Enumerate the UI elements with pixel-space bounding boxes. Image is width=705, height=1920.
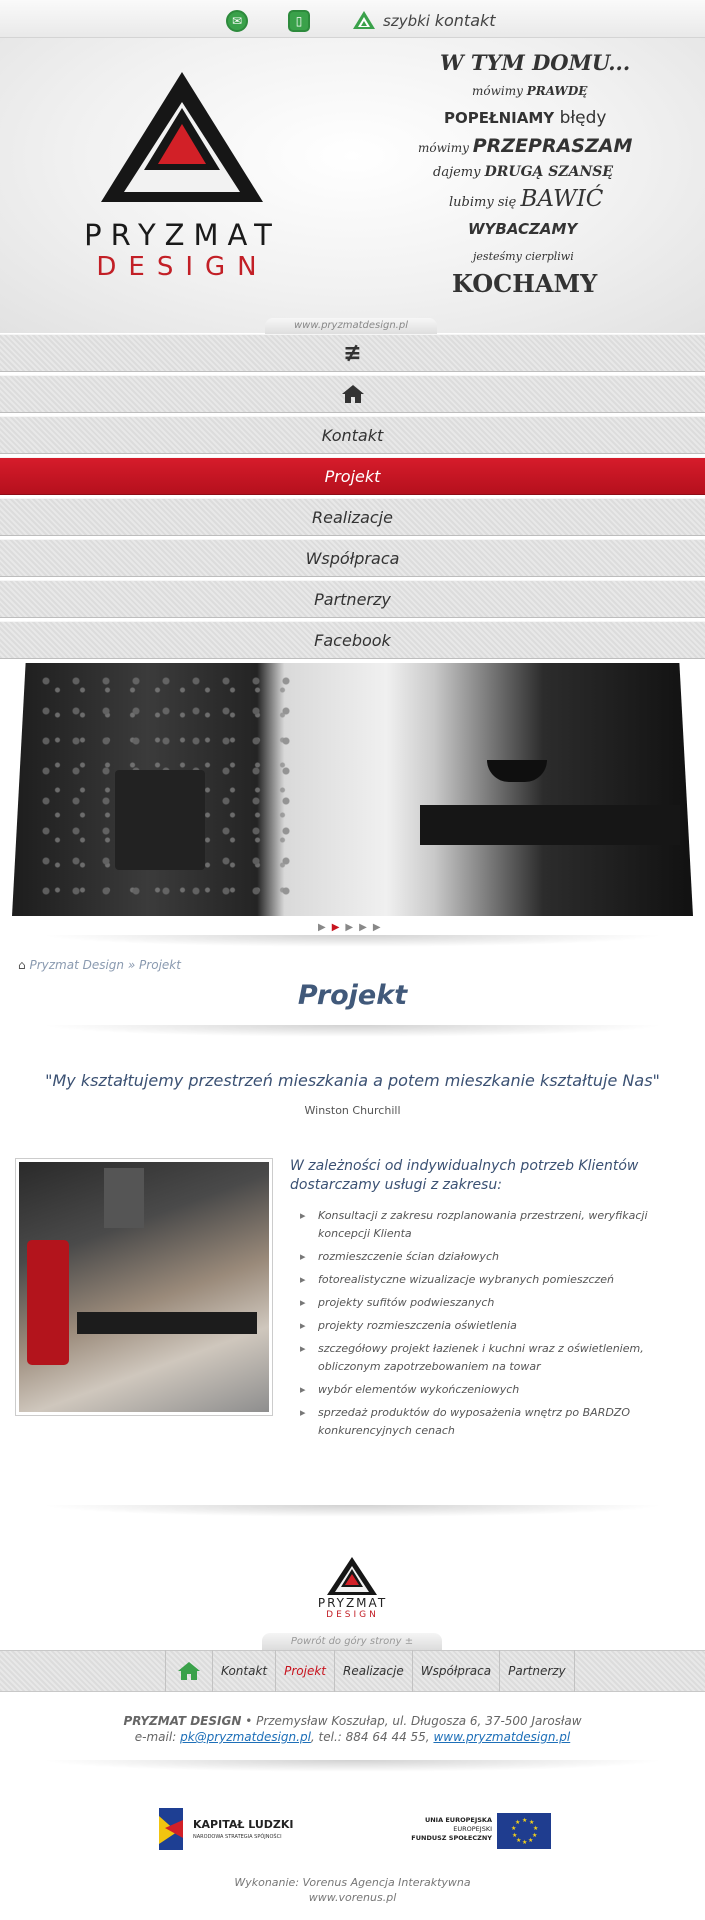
services-list [300, 1207, 695, 1445]
back-to-top-button[interactable] [262, 1633, 442, 1650]
credit-url[interactable]: www.vorenus.pl [308, 1891, 397, 1904]
divider-shadow [40, 1760, 665, 1772]
page-title: Projekt [297, 980, 408, 1011]
service-item: ▸ projekty rozmieszczenia oświetlenia [300, 1317, 695, 1335]
menu-item-wspolpraca[interactable]: Współpraca [0, 539, 705, 577]
svg-text:★: ★ [533, 1825, 539, 1832]
cloud-line: dajemy DRUGĄ SZANSĘ [433, 164, 614, 180]
credits [0, 1875, 705, 1905]
svg-text:★: ★ [522, 1839, 528, 1846]
eu-line-1: UNIA EUROPEJSKA [424, 1816, 492, 1824]
credit-agency[interactable]: Wykonanie: Vorenus Agencja Interaktywna [234, 1876, 471, 1889]
footer-address [0, 1713, 705, 1745]
eu-line-2: EUROPEJSKI [453, 1825, 492, 1833]
footer-logo-pryzmat: PRYZMAT [317, 1596, 388, 1610]
quote-author: Winston Churchill [304, 1104, 401, 1117]
footer-nav-home[interactable] [165, 1650, 212, 1692]
kitchen-photo [15, 1158, 273, 1416]
values-word-cloud [0, 0, 705, 333]
divider-shadow [40, 1025, 665, 1037]
divider-shadow [40, 1505, 665, 1517]
footer-logo-mark[interactable] [326, 1556, 378, 1596]
eu-text [410, 1816, 492, 1843]
footer-phone: , tel.: 884 64 44 55, [310, 1730, 430, 1744]
footer-email-label: e-mail: [134, 1730, 177, 1744]
logo-text-pryzmat: PRYZMAT [84, 218, 281, 252]
menu-home[interactable] [0, 375, 705, 413]
footer-nav-realizacje[interactable]: Realizacje [334, 1650, 412, 1692]
divider-shadow [40, 935, 665, 947]
service-item: ▸ projekty sufitów podwieszanych [300, 1294, 695, 1312]
footer-nav-kontakt[interactable]: Kontakt [212, 1650, 275, 1692]
slider-dot-active[interactable]: ▶ [331, 922, 340, 933]
footer-www-link[interactable]: www.pryzmatdesign.pl [433, 1730, 571, 1744]
slider-dot[interactable]: ▶ [318, 922, 326, 933]
quick-contact-prefix: szybki [383, 12, 430, 30]
slider-dot[interactable]: ▶ [359, 922, 367, 933]
cloud-line: KOCHAMY [452, 269, 598, 298]
eu-logo[interactable] [410, 1812, 550, 1852]
kapital-ludzki-subtitle: NARODOWA STRATEGIA SPÓJNOŚCI [193, 1834, 282, 1840]
envelope-icon[interactable]: ✉ [226, 10, 248, 32]
red-fridge [27, 1240, 69, 1365]
slider-controls [318, 922, 381, 933]
cloud-line: mówimy PRAWDĘ [472, 84, 588, 98]
footer-nav-partnerzy[interactable]: Partnerzy [499, 1650, 575, 1692]
svg-text:★: ★ [522, 1817, 528, 1824]
svg-text:★: ★ [529, 1819, 535, 1826]
svg-text:★: ★ [532, 1832, 538, 1839]
kapital-ludzki-title: KAPITAŁ LUDZKI [193, 1818, 294, 1831]
slider-dot[interactable]: ▶ [345, 922, 354, 933]
service-item: ▸ wybór elementów wykończeniowych [300, 1381, 695, 1399]
kapital-ludzki-mark [155, 1806, 187, 1852]
svg-text:★: ★ [511, 1825, 517, 1832]
cloud-line: WYBACZAMY [468, 220, 578, 238]
breadcrumb-text[interactable]: Pryzmat Design » Projekt [29, 958, 181, 972]
cloud-line: lubimy się BAWIĆ [449, 186, 604, 212]
footer-nav-projekt[interactable]: Projekt [275, 1650, 334, 1692]
eu-flag-icon [497, 1813, 551, 1849]
cloud-line: POPEŁNIAMY błędy [444, 108, 607, 128]
service-item: ▸ Konsultacji z zakresu rozplanowania przestrzeni, weryfikacji koncepcji Klienta [300, 1207, 695, 1243]
footer-address-text: • Przemysław Koszułap, ul. Długosza 6, 37-500 Jarosław [241, 1714, 582, 1728]
eu-line-3: FUNDUSZ SPOŁECZNY [411, 1834, 492, 1842]
services-intro: W zależności od indywidualnych potrzeb Klientów dostarczamy usługi z zakresu: [290, 1158, 639, 1193]
breadcrumb[interactable] [18, 958, 181, 972]
svg-text:★: ★ [515, 1819, 521, 1826]
cloud-line: W TYM DOMU... [440, 50, 631, 75]
phone-icon[interactable]: ▯ [288, 10, 310, 32]
range-hood [104, 1168, 144, 1228]
svg-text:★: ★ [512, 1832, 518, 1839]
cloud-line: jesteśmy cierpliwi [473, 250, 574, 263]
svg-text:★: ★ [528, 1837, 534, 1844]
slider-dot[interactable]: ▶ [372, 922, 381, 933]
menu-item-partnerzy[interactable]: Partnerzy [0, 580, 705, 618]
service-item: ▸ sprzedaż produktów do wyposażenia wnętrz po BARDZO konkurencyjnych cenach [300, 1404, 695, 1440]
svg-text:★: ★ [516, 1837, 522, 1844]
back-to-top-label: Powrót do góry strony [290, 1636, 402, 1647]
footer-email-link[interactable]: pk@pryzmatdesign.pl [180, 1730, 311, 1744]
quote-text: "My kształtujemy przestrzeń mieszkania a potem mieszkanie kształtuje Nas" [45, 1071, 660, 1090]
service-item: ▸ rozmieszczenie ścian działowych [300, 1248, 695, 1266]
service-item: ▸ szczegółowy projekt łazienek i kuchni wraz z oświetleniem, obliczonym zapotrzebowaniem na towar [300, 1340, 695, 1376]
logo-text-design: DESIGN [96, 252, 269, 282]
menu-toggle-icon[interactable]: ≢ [343, 340, 362, 366]
arrow-up-icon: ± [404, 1636, 414, 1647]
menu-toggle-bar[interactable] [0, 334, 705, 372]
footer-logo-design: DESIGN [326, 1610, 379, 1620]
kitchen-counter [77, 1312, 257, 1334]
footer-nav [165, 1650, 575, 1692]
service-item: ▸ fotorealistyczne wizualizacje wybranych pomieszczeń [300, 1271, 695, 1289]
menu-item-projekt[interactable]: Projekt [0, 457, 705, 495]
slider-towel [115, 770, 205, 870]
quick-contact-word: kontakt [434, 11, 496, 30]
menu-item-kontakt[interactable]: Kontakt [0, 416, 705, 454]
cloud-line: mówimy PRZEPRASZAM [418, 135, 633, 157]
home-icon[interactable] [178, 1661, 200, 1681]
footer-company: PRYZMAT DESIGN [123, 1714, 242, 1728]
slider-sink-counter [420, 805, 680, 845]
home-icon[interactable]: ⌂ [18, 958, 26, 972]
home-icon[interactable] [342, 384, 364, 404]
kapital-ludzki-logo[interactable] [155, 1806, 305, 1854]
menu-item-facebook[interactable]: Facebook [0, 621, 705, 659]
footer-nav-wspolpraca[interactable]: Współpraca [412, 1650, 499, 1692]
site-url-badge: www.pryzmatdesign.pl [265, 318, 437, 334]
menu-item-realizacje[interactable]: Realizacje [0, 498, 705, 536]
